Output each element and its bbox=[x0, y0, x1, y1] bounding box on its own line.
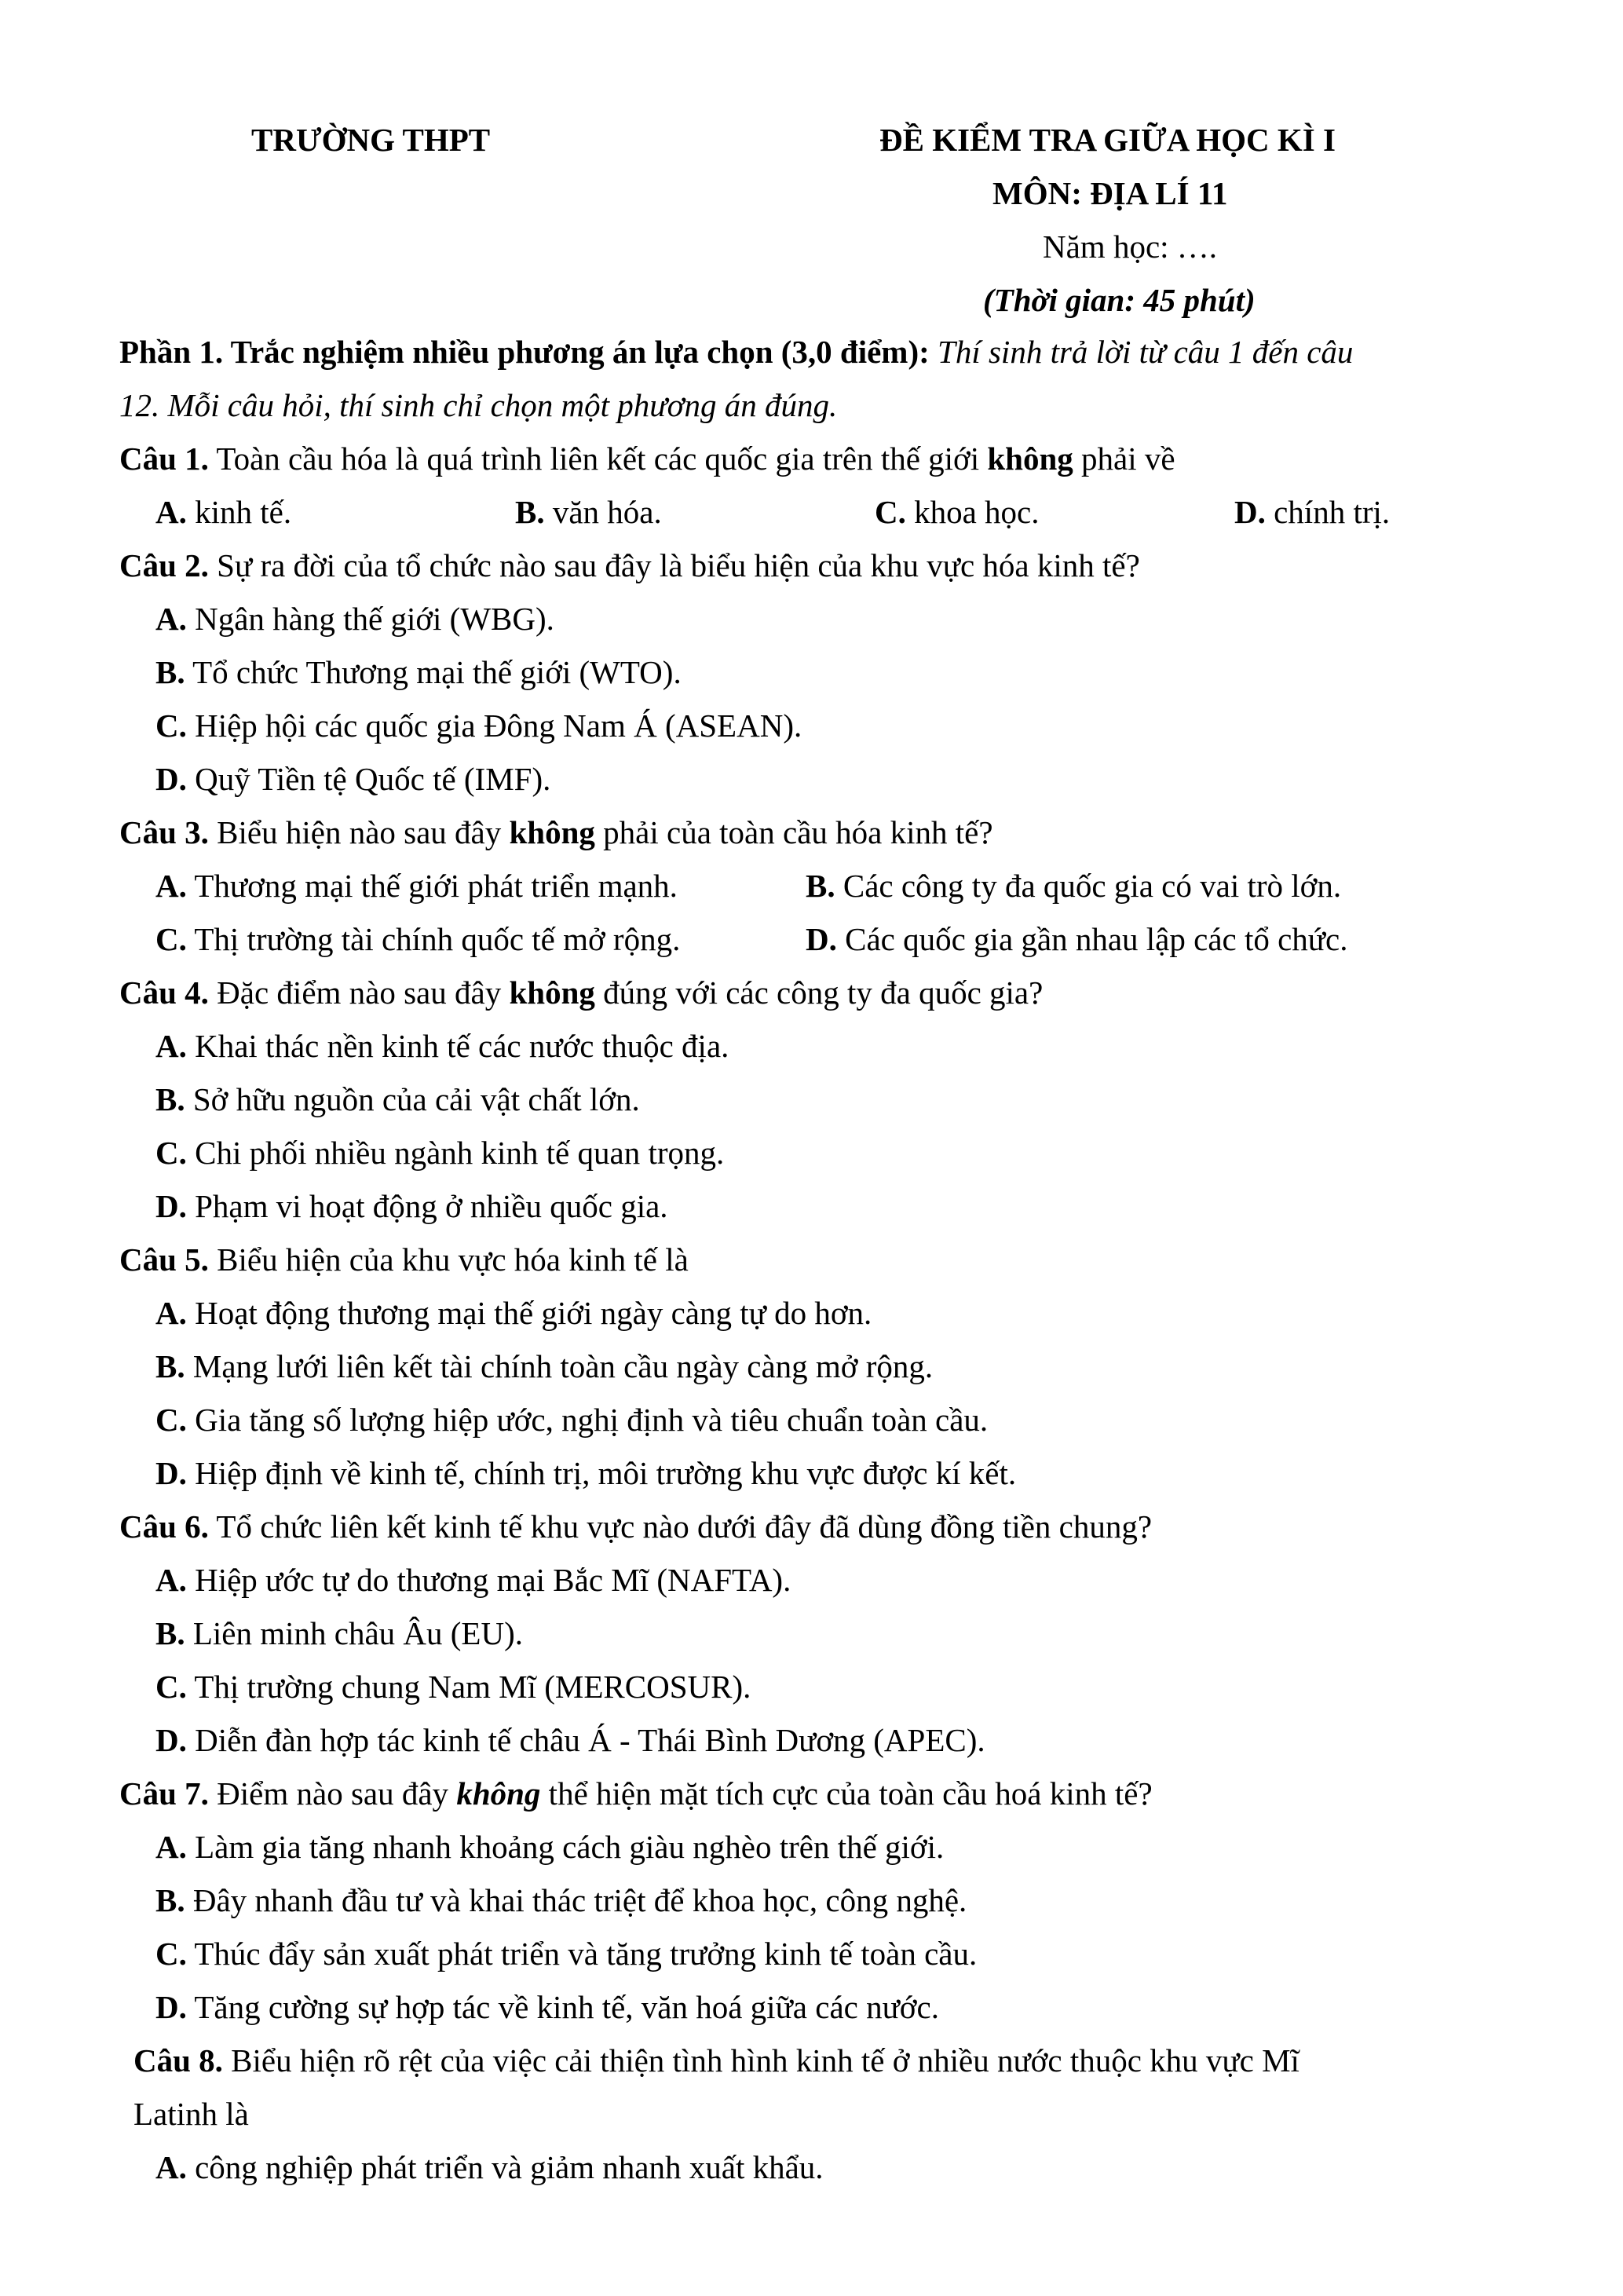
option-text: Quỹ Tiền tệ Quốc tế (IMF). bbox=[195, 761, 551, 797]
question-text: Toàn cầu hóa là quá trình liên kết các quốc gia trên thế giới bbox=[208, 441, 988, 477]
question-number: Câu 6. bbox=[119, 1508, 209, 1545]
exam-content bbox=[119, 325, 1517, 2194]
question-text: thể hiện mặt tích cực của toàn cầu hoá kinh tế? bbox=[540, 1775, 1153, 1812]
option-label: B. bbox=[155, 1081, 185, 1117]
option-d bbox=[119, 1980, 1517, 2034]
option-label: A. bbox=[155, 494, 187, 530]
option-text: Hiệp định về kinh tế, chính trị, môi trường khu vực được kí kết. bbox=[195, 1455, 1017, 1491]
option-text: Liên minh châu Âu (EU). bbox=[192, 1615, 523, 1651]
option-text: Sở hữu nguồn của cải vật chất lớn. bbox=[192, 1081, 640, 1117]
question-1 bbox=[119, 432, 1517, 485]
exam-title: ĐỀ KIỂM TRA GIỮA HỌC KÌ I bbox=[879, 122, 1336, 158]
option-text: văn hóa. bbox=[552, 494, 662, 530]
option-text: Khai thác nền kinh tế các nước thuộc địa. bbox=[195, 1028, 729, 1064]
option-label: D. bbox=[155, 1455, 187, 1491]
question-2 bbox=[119, 539, 1517, 592]
option-label: D. bbox=[155, 1722, 187, 1758]
question-text: Sự ra đời của tổ chức nào sau đây là biểu hiện của khu vực hóa kinh tế? bbox=[208, 547, 1140, 583]
option-label: B. bbox=[155, 1615, 185, 1651]
option-a bbox=[119, 1820, 1517, 1874]
option-d bbox=[119, 1713, 1517, 1767]
option-label: D. bbox=[806, 921, 837, 957]
question-number: Câu 7. bbox=[119, 1775, 209, 1812]
option-c bbox=[119, 1393, 1517, 1446]
option-label: B. bbox=[155, 654, 185, 690]
option-text: Hiệp hội các quốc gia Đông Nam Á (ASEAN). bbox=[195, 707, 802, 744]
option-c bbox=[119, 699, 1517, 752]
option-text: Thúc đẩy sản xuất phát triển và tăng trưởng kinh tế toàn cầu. bbox=[194, 1936, 978, 1972]
question-text: Biểu hiện của khu vực hóa kinh tế là bbox=[208, 1241, 689, 1278]
option-b bbox=[119, 1340, 1517, 1393]
option-a bbox=[119, 1019, 1517, 1073]
option-label: D. bbox=[155, 761, 187, 797]
option-label: D. bbox=[155, 1989, 187, 2025]
option-label: C. bbox=[875, 494, 906, 530]
option-b bbox=[515, 485, 875, 539]
option-d bbox=[119, 1179, 1517, 1233]
emphasis-word: không bbox=[987, 441, 1073, 477]
option-text: Hoạt động thương mại thế giới ngày càng tự do hơn. bbox=[195, 1295, 872, 1331]
option-label: A. bbox=[155, 1829, 187, 1865]
option-a bbox=[119, 1286, 1517, 1340]
options-row bbox=[119, 485, 1517, 539]
option-label: A. bbox=[155, 2149, 187, 2185]
option-text: Ngân hàng thế giới (WBG). bbox=[195, 601, 554, 637]
exam-duration: (Thời gian: 45 phút) bbox=[983, 282, 1256, 318]
option-label: C. bbox=[155, 707, 187, 744]
option-label: D. bbox=[155, 1188, 187, 1224]
option-text: chính trị. bbox=[1274, 494, 1391, 530]
option-text: Thị trường tài chính quốc tế mở rộng. bbox=[194, 921, 681, 957]
option-a bbox=[119, 2141, 1517, 2194]
question-number: Câu 2. bbox=[119, 547, 209, 583]
question-7 bbox=[119, 1767, 1517, 1820]
option-c bbox=[155, 912, 806, 966]
option-label: C. bbox=[155, 1669, 187, 1705]
option-label: A. bbox=[155, 601, 187, 637]
option-text: Thương mại thế giới phát triển mạnh. bbox=[194, 868, 678, 904]
option-a bbox=[155, 485, 515, 539]
option-label: A. bbox=[155, 1562, 187, 1598]
option-label: B. bbox=[155, 1348, 185, 1384]
option-text: Các công ty đa quốc gia có vai trò lớn. bbox=[843, 868, 1342, 904]
option-label: A. bbox=[155, 1028, 187, 1064]
option-b bbox=[119, 1073, 1517, 1126]
part1-instruction-2: 12. Mỗi câu hỏi, thí sinh chỉ chọn một phương án đúng. bbox=[119, 387, 838, 423]
question-number: Câu 5. bbox=[119, 1241, 209, 1278]
option-label: B. bbox=[515, 494, 545, 530]
option-c bbox=[875, 485, 1234, 539]
option-text: Hiệp ước tự do thương mại Bắc Mĩ (NAFTA). bbox=[195, 1562, 791, 1598]
option-a bbox=[119, 592, 1517, 645]
option-label: A. bbox=[155, 1295, 187, 1331]
option-label: C. bbox=[155, 921, 187, 957]
emphasis-word: không bbox=[509, 974, 595, 1011]
question-text: Đặc điểm nào sau đây bbox=[208, 974, 510, 1011]
options-row bbox=[119, 859, 1517, 912]
option-a bbox=[119, 1553, 1517, 1607]
option-label: B. bbox=[806, 868, 835, 904]
option-text: khoa học. bbox=[914, 494, 1040, 530]
option-d bbox=[806, 912, 1456, 966]
option-text: công nghiệp phát triển và giảm nhanh xuất khẩu. bbox=[195, 2149, 824, 2185]
option-c bbox=[119, 1660, 1517, 1713]
subject-title: MÔN: ĐỊA LÍ 11 bbox=[992, 175, 1228, 211]
question-8 bbox=[119, 2034, 1517, 2087]
option-text: Thị trường chung Nam Mĩ (MERCOSUR). bbox=[194, 1669, 751, 1705]
option-text: Gia tăng số lượng hiệp ước, nghị định và tiêu chuẩn toàn cầu. bbox=[195, 1402, 989, 1438]
option-a bbox=[155, 859, 806, 912]
question-text: Biểu hiện nào sau đây bbox=[208, 814, 510, 850]
part1-heading: Phần 1. Trắc nghiệm nhiều phương án lựa chọn (3,0 điểm): bbox=[119, 334, 930, 370]
option-label: C. bbox=[155, 1135, 187, 1171]
option-b bbox=[119, 1607, 1517, 1660]
option-text: Mạng lưới liên kết tài chính toàn cầu ngày càng mở rộng. bbox=[192, 1348, 934, 1384]
option-label: A. bbox=[155, 868, 187, 904]
option-b bbox=[119, 645, 1517, 699]
option-label: C. bbox=[155, 1936, 187, 1972]
question-text: phải về bbox=[1073, 441, 1175, 477]
part1-instruction-line bbox=[119, 378, 1517, 432]
option-text: Tổ chức Thương mại thế giới (WTO). bbox=[192, 654, 682, 690]
option-label: D. bbox=[1234, 494, 1266, 530]
options-row bbox=[119, 912, 1517, 966]
option-text: Làm gia tăng nhanh khoảng cách giàu nghèo trên thế giới. bbox=[195, 1829, 945, 1865]
option-b bbox=[806, 859, 1456, 912]
question-text: Latinh là bbox=[133, 2096, 249, 2132]
option-d bbox=[119, 752, 1517, 806]
school-year: Năm học: …. bbox=[1043, 229, 1218, 265]
option-d bbox=[119, 1446, 1517, 1500]
option-d bbox=[1234, 485, 1594, 539]
option-label: C. bbox=[155, 1402, 187, 1438]
option-c bbox=[119, 1927, 1517, 1980]
question-6 bbox=[119, 1500, 1517, 1553]
option-text: Tăng cường sự hợp tác về kinh tế, văn hoá giữa các nước. bbox=[194, 1989, 939, 2025]
question-8-continued bbox=[119, 2087, 1517, 2141]
option-text: Các quốc gia gần nhau lập các tổ chức. bbox=[845, 921, 1348, 957]
option-text: kinh tế. bbox=[195, 494, 292, 530]
question-number: Câu 8. bbox=[133, 2042, 223, 2078]
option-c bbox=[119, 1126, 1517, 1179]
school-name: TRƯỜNG THPT bbox=[251, 122, 491, 158]
question-number: Câu 4. bbox=[119, 974, 209, 1011]
question-3 bbox=[119, 806, 1517, 859]
question-5 bbox=[119, 1233, 1517, 1286]
question-number: Câu 1. bbox=[119, 441, 209, 477]
emphasis-word: không bbox=[456, 1775, 541, 1812]
question-text: đúng với các công ty đa quốc gia? bbox=[594, 974, 1044, 1011]
part1-heading-line bbox=[119, 325, 1517, 378]
option-text: Chi phối nhiều ngành kinh tế quan trọng. bbox=[195, 1135, 725, 1171]
option-text: Đây nhanh đầu tư và khai thác triệt để khoa học, công nghệ. bbox=[192, 1882, 967, 1918]
question-4 bbox=[119, 966, 1517, 1019]
question-text: Tổ chức liên kết kinh tế khu vực nào dưới đây đã dùng đồng tiền chung? bbox=[208, 1508, 1153, 1545]
question-text: phải của toàn cầu hóa kinh tế? bbox=[594, 814, 993, 850]
emphasis-word: không bbox=[509, 814, 595, 850]
option-text: Diễn đàn hợp tác kinh tế châu Á - Thái Bình Dương (APEC). bbox=[195, 1722, 985, 1758]
question-text: Biểu hiện rõ rệt của việc cải thiện tình hình kinh tế ở nhiều nước thuộc khu vực Mĩ bbox=[222, 2042, 1299, 2078]
option-label: B. bbox=[155, 1882, 185, 1918]
question-number: Câu 3. bbox=[119, 814, 209, 850]
option-text: Phạm vi hoạt động ở nhiều quốc gia. bbox=[195, 1188, 668, 1224]
option-b bbox=[119, 1874, 1517, 1927]
part1-instruction-1: Thí sinh trả lời từ câu 1 đến câu bbox=[938, 334, 1354, 370]
question-text: Điểm nào sau đây bbox=[208, 1775, 457, 1812]
